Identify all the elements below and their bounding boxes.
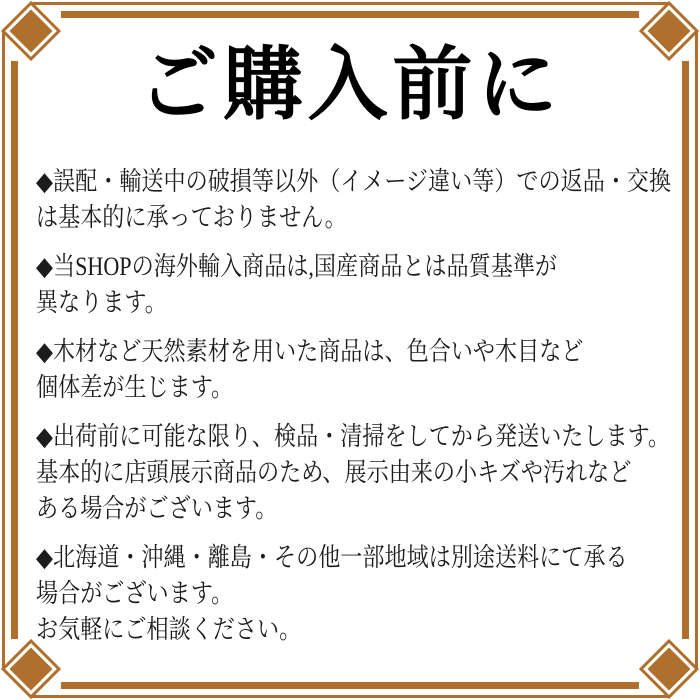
notice-paragraph-import-quality: ◆当SHOPの海外輸入商品は,国産商品とは品質基準が 異なります。 [36, 252, 558, 317]
page-title: ご購入前に [138, 42, 562, 130]
notice-paragraph-returns: ◆誤配・輸送中の破損等以外（イメージ違い等）での返品・交換 は基本的に承っておりません。 [36, 167, 672, 232]
notice-paragraph-natural-material: ◆木材など天然素材を用いた商品は、色合いや木目など 個体差が生じます。 [36, 337, 584, 402]
notice-paragraph-remote-area-shipping: ◆北海道・沖縄・離島・その他一部地域は別途送料にて承る 場合がございます。 お気軽にご相談ください。 [36, 543, 628, 644]
notice-list [36, 164, 672, 648]
notice-paragraph-inspection-shipping: ◆出荷前に可能な限り、検品・清掃をしてから発送いたします。 基本的に店頭展示商品のため、展示由来の小キズや汚れなど ある場合がございます。 [36, 422, 671, 523]
